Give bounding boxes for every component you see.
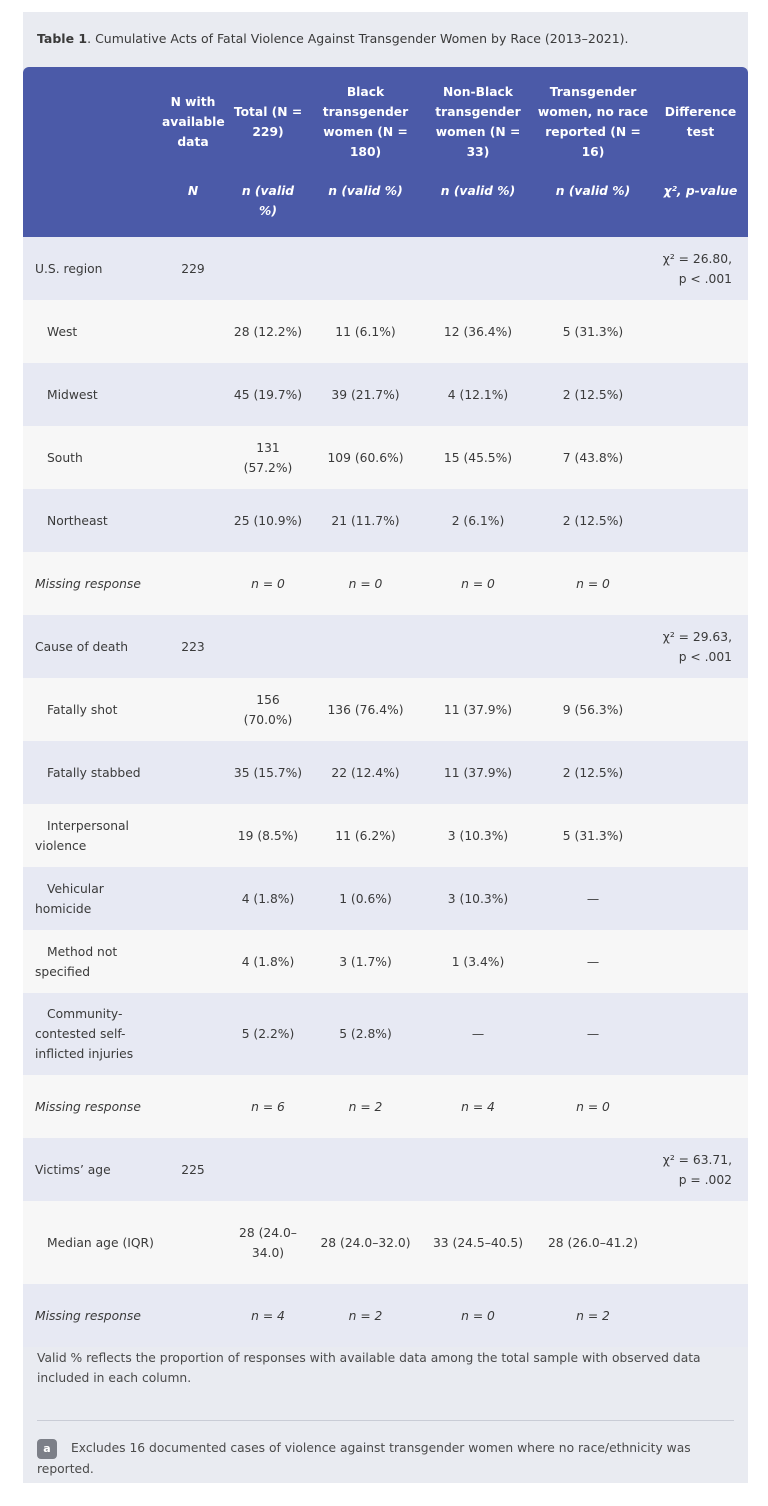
table-row	[23, 426, 748, 489]
row-label: Vehicular homicide	[23, 867, 158, 930]
section-row-region	[23, 237, 748, 300]
table-row	[23, 867, 748, 930]
n-value: 223	[158, 615, 228, 678]
table-card	[23, 12, 748, 1483]
row-label: Cause of death	[23, 615, 158, 678]
row-label: Missing response	[23, 552, 158, 615]
cell-total: 28 (12.2%)	[228, 300, 308, 363]
cell-black: 21 (11.7%)	[308, 489, 423, 552]
cell-total: n = 4	[228, 1284, 308, 1347]
header-black: Black transgender women (N = 180)	[308, 67, 423, 177]
difference-test: χ² = 63.71, p = .002	[653, 1138, 748, 1201]
table-caption-text: . Cumulative Acts of Fatal Violence Against Transgender Women by Race (2013–2021).	[87, 31, 629, 46]
cell-total: 4 (1.8%)	[228, 930, 308, 993]
row-label: Missing response	[23, 1075, 158, 1138]
table-row	[23, 1201, 748, 1284]
header-nonblack: Non-Black transgender women (N = 33)	[423, 67, 533, 177]
row-label: Fatally shot	[23, 678, 158, 741]
row-label: Method not specified	[23, 930, 158, 993]
cell-total: 45 (19.7%)	[228, 363, 308, 426]
cell-nonblack: n = 4	[423, 1075, 533, 1138]
difference-test: χ² = 26.80, p < .001	[653, 237, 748, 300]
section-row-age	[23, 1138, 748, 1201]
row-label: Interpersonal violence	[23, 804, 158, 867]
row-label: Fatally stabbed	[23, 741, 158, 804]
table-note: Valid % reflects the proportion of responses with available data among the total sample with observed data included in each column.	[37, 1351, 701, 1385]
row-label: Missing response	[23, 1284, 158, 1347]
cell-total: 28 (24.0–34.0)	[228, 1201, 308, 1284]
row-label: South	[23, 426, 158, 489]
subheader-blank	[23, 177, 158, 237]
missing-row	[23, 1075, 748, 1138]
missing-row	[23, 552, 748, 615]
cell-black: 11 (6.1%)	[308, 300, 423, 363]
header-blank	[23, 67, 158, 177]
section-row-cause	[23, 615, 748, 678]
cell-black: 1 (0.6%)	[308, 867, 423, 930]
cell-nonblack: 11 (37.9%)	[423, 678, 533, 741]
table-row	[23, 804, 748, 867]
cell-black: n = 2	[308, 1284, 423, 1347]
footnote	[37, 1438, 737, 1479]
row-label: Midwest	[23, 363, 158, 426]
cell-nonblack: 3 (10.3%)	[423, 804, 533, 867]
cell-norace: n = 2	[533, 1284, 653, 1347]
cell-total: 19 (8.5%)	[228, 804, 308, 867]
row-label: Northeast	[23, 489, 158, 552]
cell-nonblack: 3 (10.3%)	[423, 867, 533, 930]
data-table	[23, 67, 748, 1347]
table-row	[23, 741, 748, 804]
subheader-row	[23, 177, 748, 237]
missing-row	[23, 1284, 748, 1347]
cell-total: 156 (70.0%)	[228, 678, 308, 741]
cell-nonblack: 12 (36.4%)	[423, 300, 533, 363]
row-label: Median age (IQR)	[23, 1201, 158, 1284]
cell-black: n = 2	[308, 1075, 423, 1138]
cell-norace: 9 (56.3%)	[533, 678, 653, 741]
header-row	[23, 67, 748, 177]
row-label: Victims’ age	[23, 1138, 158, 1201]
cell-black: 109 (60.6%)	[308, 426, 423, 489]
difference-test: χ² = 29.63, p < .001	[653, 615, 748, 678]
cell-black: 28 (24.0–32.0)	[308, 1201, 423, 1284]
cell-nonblack: 15 (45.5%)	[423, 426, 533, 489]
cell-nonblack: 33 (24.5–40.5)	[423, 1201, 533, 1284]
row-label: U.S. region	[23, 237, 158, 300]
cell-total: n = 0	[228, 552, 308, 615]
cell-norace: 2 (12.5%)	[533, 741, 653, 804]
cell-black: 11 (6.2%)	[308, 804, 423, 867]
subheader-total: n (valid %)	[228, 177, 308, 237]
cell-norace: —	[533, 930, 653, 993]
header-norace: Transgender women, no race reported (N = 16)	[533, 67, 653, 177]
subheader-n: N	[158, 177, 228, 237]
subheader-difference: χ², p-value	[653, 177, 748, 237]
cell-norace: 28 (26.0–41.2)	[533, 1201, 653, 1284]
cell-norace: 5 (31.3%)	[533, 300, 653, 363]
header-n-available: N with available data	[158, 67, 228, 177]
row-label: West	[23, 300, 158, 363]
cell-total: 4 (1.8%)	[228, 867, 308, 930]
table-row	[23, 300, 748, 363]
table-label: Table 1	[37, 31, 88, 46]
cell-nonblack: 2 (6.1%)	[423, 489, 533, 552]
table-row	[23, 930, 748, 993]
cell-norace: —	[533, 867, 653, 930]
cell-black: 5 (2.8%)	[308, 993, 423, 1075]
cell-norace: 5 (31.3%)	[533, 804, 653, 867]
cell-black: 22 (12.4%)	[308, 741, 423, 804]
cell-total: 25 (10.9%)	[228, 489, 308, 552]
row-label: Community-contested self-inflicted injuries	[23, 993, 158, 1075]
table-row	[23, 678, 748, 741]
cell-norace: 2 (12.5%)	[533, 489, 653, 552]
cell-nonblack: 1 (3.4%)	[423, 930, 533, 993]
cell-nonblack: n = 0	[423, 552, 533, 615]
cell-norace: 7 (43.8%)	[533, 426, 653, 489]
cell-norace: n = 0	[533, 552, 653, 615]
n-value: 225	[158, 1138, 228, 1201]
table-row	[23, 363, 748, 426]
cell-black: n = 0	[308, 552, 423, 615]
cell-norace: n = 0	[533, 1075, 653, 1138]
cell-norace: 2 (12.5%)	[533, 363, 653, 426]
n-value: 229	[158, 237, 228, 300]
table-caption	[37, 30, 737, 48]
divider	[37, 1420, 734, 1421]
subheader-nonblack: n (valid %)	[423, 177, 533, 237]
footnote-badge: a	[37, 1439, 57, 1459]
cell-black: 136 (76.4%)	[308, 678, 423, 741]
cell-nonblack: 4 (12.1%)	[423, 363, 533, 426]
cell-nonblack: 11 (37.9%)	[423, 741, 533, 804]
subheader-black: n (valid %)	[308, 177, 423, 237]
table-row	[23, 489, 748, 552]
cell-total: 35 (15.7%)	[228, 741, 308, 804]
header-total: Total (N = 229)	[228, 67, 308, 177]
cell-total: 5 (2.2%)	[228, 993, 308, 1075]
cell-norace: —	[533, 993, 653, 1075]
subheader-norace: n (valid %)	[533, 177, 653, 237]
header-difference: Difference test	[653, 67, 748, 177]
cell-nonblack: —	[423, 993, 533, 1075]
cell-total: 131 (57.2%)	[228, 426, 308, 489]
cell-total: n = 6	[228, 1075, 308, 1138]
cell-black: 3 (1.7%)	[308, 930, 423, 993]
footnote-text: Excludes 16 documented cases of violence against transgender women where no race/ethnicity was reported.	[37, 1441, 691, 1476]
cell-black: 39 (21.7%)	[308, 363, 423, 426]
cell-nonblack: n = 0	[423, 1284, 533, 1347]
table-row	[23, 993, 748, 1075]
